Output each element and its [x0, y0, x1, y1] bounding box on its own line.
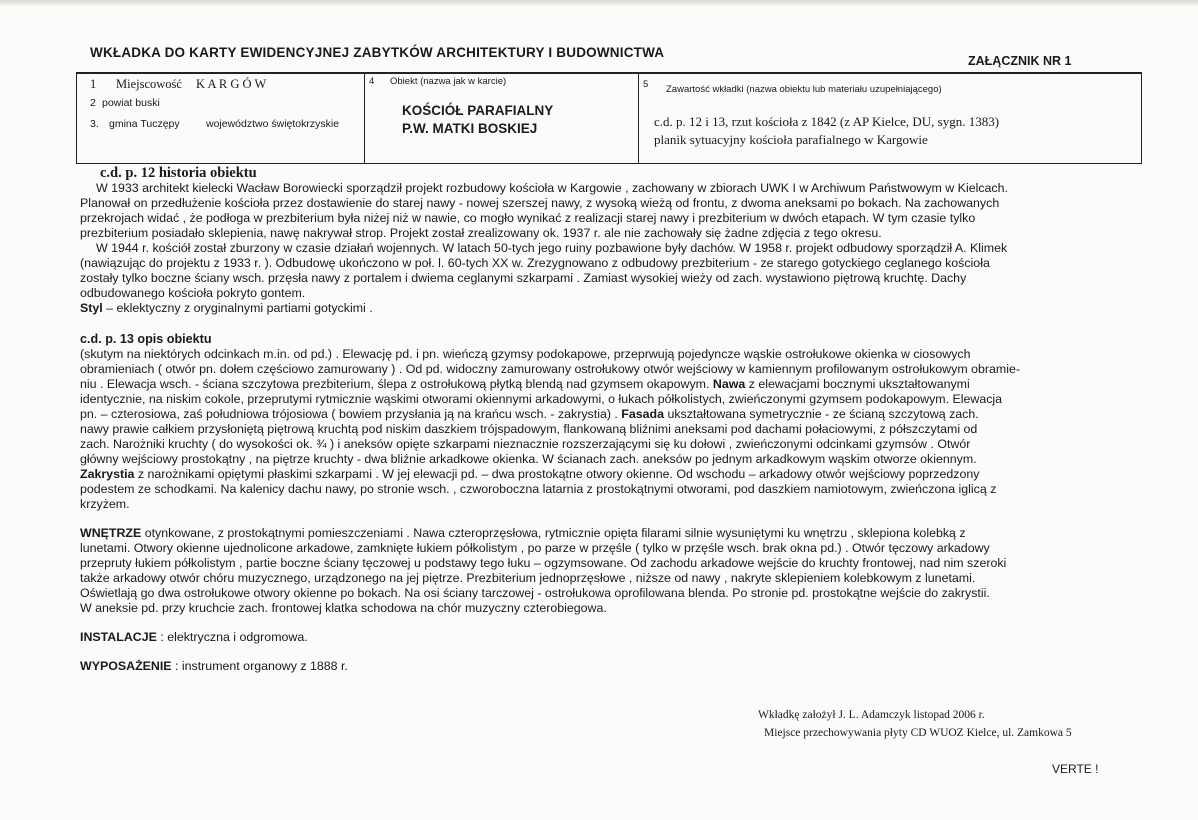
- history-text: [80, 181, 1160, 301]
- history-line: W 1933 architekt kielecki Wacław Borowiecki sporządził projekt rozbudowy kościoła w Kargowie , zachowany w zbiorach UWK I w Archiwum Państwowym w Kielcach.: [96, 181, 1008, 195]
- commune-value: gmina Tuczępy: [109, 118, 180, 130]
- field-number-4: 4: [369, 76, 375, 87]
- field-number-5: 5: [643, 79, 649, 90]
- bold-term: Nawa: [712, 377, 746, 391]
- verte-note: VERTE !: [1052, 762, 1099, 776]
- box-divider-1: [364, 72, 365, 164]
- box-right-border: [1141, 72, 1142, 164]
- installations-line: [80, 630, 1160, 645]
- scan-edge: [0, 0, 1198, 6]
- description-line: identycznie, na niskim cokole, przeprutymi rytmicznie wąskimi otworami okiennymi arkadowymi, o łukach półkolistych, zwieńczonymi gzymsem podokapowym. Elewacja: [80, 392, 1003, 406]
- content-line-2: planik sytuacyjny kościoła parafialnego w Kargowie: [654, 132, 928, 147]
- interior-text: [80, 526, 1160, 616]
- history-line: zostały tylko boczne ściany wsch. przęsła nawy z portalem i dwiema ceglanymi szkarpami . Zamiast wysokiej wieży od zach. wystawiono piętrową kruchtę. Dachy: [80, 271, 967, 285]
- history-line: przekrojach widać , że podłoga w prezbiterium była niżej niż w nawie, co mogło wynikać z realizacji starej nawy i prezbiterium w dwóch etapach. W tym czasie tylko: [80, 211, 976, 225]
- field-number-2: 2: [90, 97, 96, 109]
- description-text: [80, 347, 1160, 512]
- interior-line: Oświetlają go dwa ostrołukowe otwory okienne po bokach. Na osi ściany tarczowej - ostrołukowa oprofilowana blenda. Po stronie pd. prostokątne wejście do zakrystii.: [80, 586, 990, 600]
- document-body: [80, 166, 1160, 674]
- description-line: nawy prawie całkiem przysłoniętą piętrową kruchtą pod niskim daszkiem trójspadowym, flankowaną bliźnimi aneksami pod dachami połaciowymi, z półszczytami od: [80, 422, 978, 436]
- description-heading: c.d. p. 13 opis obiektu: [80, 332, 212, 346]
- interior-label: WNĘTRZE: [80, 526, 142, 540]
- description-line: (skutym na niektórych odcinkach m.in. od pd.) . Elewację pd. i pn. wieńczą gzymsy podokapowe, przeprwują pojedyncze wąskie ostrołukowe okienka w ciosowych: [80, 347, 971, 361]
- box-top-border: [76, 72, 1142, 74]
- history-line: odbudowanego kościoła pokryto gontem.: [80, 286, 306, 300]
- interior-line: WNĘTRZE otynkowane, z prostokątnymi pomieszczeniami . Nawa czteroprzęsłowa, rytmicznie opięta filarami silnie wysuniętymi ku wnętrzu , sklepiona kolebką z: [80, 526, 966, 540]
- installations-text: : elektryczna i odgromowa.: [156, 630, 308, 644]
- box-left-border: [76, 72, 77, 164]
- author-note: Wkładkę założył J. L. Adamczyk listopad 2006 r.: [758, 709, 985, 721]
- description-line: niu . Elewacja wsch. - ściana szczytowa prezbiterium, ślepa z ostrołukową płytką blendą nad gzymsem okapowym. Nawa z elewacjami bocznymi ukształtowanymi: [80, 377, 970, 391]
- furnishings-text: : instrument organowy z 1888 r.: [171, 659, 348, 673]
- storage-note: Miejsce przechowywania płyty CD WUOZ Kielce, ul. Zamkowa 5: [764, 727, 1072, 739]
- history-line: Planował on przedłużenie kościoła przez dostawienie do starej nawy - nowej szerszej nawy, z wysoką wieżą od frontu, z dwoma aneksami po bokach. Na zachowanych: [80, 196, 1000, 210]
- interior-line: także arkadowy otwór chóru muzycznego, urządzonego na jej piętrze. Prezbiterium jednoprzęsłowe , niższe od nawy , nakryte sklepieniem kolebkowym z lunetami.: [80, 571, 976, 585]
- history-line: W 1944 r. kościół został zburzony w czasie działań wojennych. W latach 50-tych jego ruiny pozbawione były dachów. W 1958 r. projekt odbudowy sporządził A. Klimek: [96, 241, 1008, 255]
- locality-label: Miejscowość: [116, 77, 182, 91]
- annex-number: ZAŁĄCZNIK NR 1: [968, 54, 1072, 68]
- interior-line: przepruty łukiem półkolistym , partie boczne ściany tęczowej u podstawy tego łuku – ogzymsowane. Od zachodu arkadowe wejście do kruchty frontowej, nad nim szeroki: [80, 556, 1007, 570]
- style-label: Styl: [80, 301, 103, 315]
- description-line: pn. – czterosiowa, zaś południowa trójosiowa ( bowiem przysłania ją na krańcu wsch. - zakrystia) . Fasada ukształtowana symetrycznie - ze ścianą szczytową zach.: [80, 407, 979, 421]
- history-heading: c.d. p. 12 historia obiektu: [100, 165, 257, 181]
- object-label: Obiekt (nazwa jak w karcie): [390, 76, 507, 87]
- voivodeship-value: województwo świętokrzyskie: [206, 118, 340, 130]
- history-line: (nawiązując do projektu z 1933 r. ). Odbudowę ukończono w poł. l. 60-tych XX w. Zrezygnowano z odbudowy prezbiterium - ze starego gotyckiego ceglanego kościoła: [80, 256, 990, 270]
- box-divider-2: [638, 72, 639, 164]
- info-box: [76, 72, 1142, 164]
- object-name-line-1: KOŚCIÓŁ PARAFIALNY: [402, 103, 554, 118]
- installations-label: INSTALACJE: [80, 630, 157, 644]
- furnishings-line: [80, 659, 1160, 674]
- content-label: Zawartość wkładki (nazwa obiektu lub materiału uzupełniającego): [666, 84, 942, 95]
- box-bottom-border: [76, 163, 1142, 164]
- style-text: – eklektyczny z oryginalnymi partiami gotyckimi .: [102, 301, 373, 315]
- bold-term: Fasada: [621, 407, 664, 421]
- style-line: [80, 301, 1160, 316]
- locality-value: K A R G Ó W: [196, 77, 267, 91]
- field-number-1: 1: [90, 77, 97, 91]
- description-line: Zakrystia z narożnikami opiętymi płaskimi szkarpami . W jej elewacji pd. – dwa prostokątne otwory okienne. Od wschodu – arkadowy otwór wejściowy poprzedzony: [80, 467, 980, 481]
- description-line: główny wejściowy prostokątny , na piętrze kruchty - dwa bliźnie arkadkowe okienka. W ścianach zach. aneksów po jednym arkadkowym wąskim otworze okiennym.: [80, 452, 977, 466]
- description-line: krzyżem.: [80, 497, 130, 511]
- document-title: WKŁADKA DO KARTY EWIDENCYJNEJ ZABYTKÓW ARCHITEKTURY I BUDOWNICTWA: [90, 45, 665, 60]
- description-line: obramieniach ( otwór pn. dołem częściowo zamurowany ) . Od pd. widoczny zamurowany ostrołukowy otwór wejściowy w kamiennym profilowanym ostrołukowym obramie-: [80, 362, 1020, 376]
- furnishings-label: WYPOSAŻENIE: [80, 659, 172, 673]
- interior-line: W aneksie pd. przy kruchcie zach. frontowej klatka schodowa na chór muzyczny czterobiegowa.: [80, 601, 607, 615]
- history-line: prezbiterium posiadało sklepienia, nawę nakrywał strop. Projekt został zrealizowany ok. 1937 r. ale nie zachowały się żadne zdjęcia z tego okresu.: [80, 226, 882, 240]
- description-line: zach. Narożniki kruchty ( do wysokości ok. ¾ ) i aneksów opięte szkarpami nieznacznie rozszerzającymi się ku dołowi , zwieńczonymi odcinkami gzymsów . Otwór: [80, 437, 971, 451]
- content-line-1: c.d. p. 12 i 13, rzut kościoła z 1842 (z AP Kielce, DU, sygn. 1383): [654, 114, 1000, 129]
- description-line: podestem ze schodkami. Na kalenicy dachu nawy, po stronie wsch. , czworoboczna latarnia z prostokątnymi otworami, pod daszkiem namiotowym, zwieńczona iglicą z: [80, 482, 997, 496]
- object-name-line-2: P.W. MATKI BOSKIEJ: [402, 121, 538, 136]
- interior-line: lunetami. Otwory okienne ujednolicone arkadowe, zamknięte łukiem półkolistym , po parze w przęśle ( tylko w przęśle wsch. brak okna pd.) . Otwór tęczowy arkadowy: [80, 541, 990, 555]
- county-value: powiat buski: [102, 97, 160, 109]
- bold-term: Zakrystia: [80, 467, 135, 481]
- field-number-3: 3.: [90, 118, 99, 130]
